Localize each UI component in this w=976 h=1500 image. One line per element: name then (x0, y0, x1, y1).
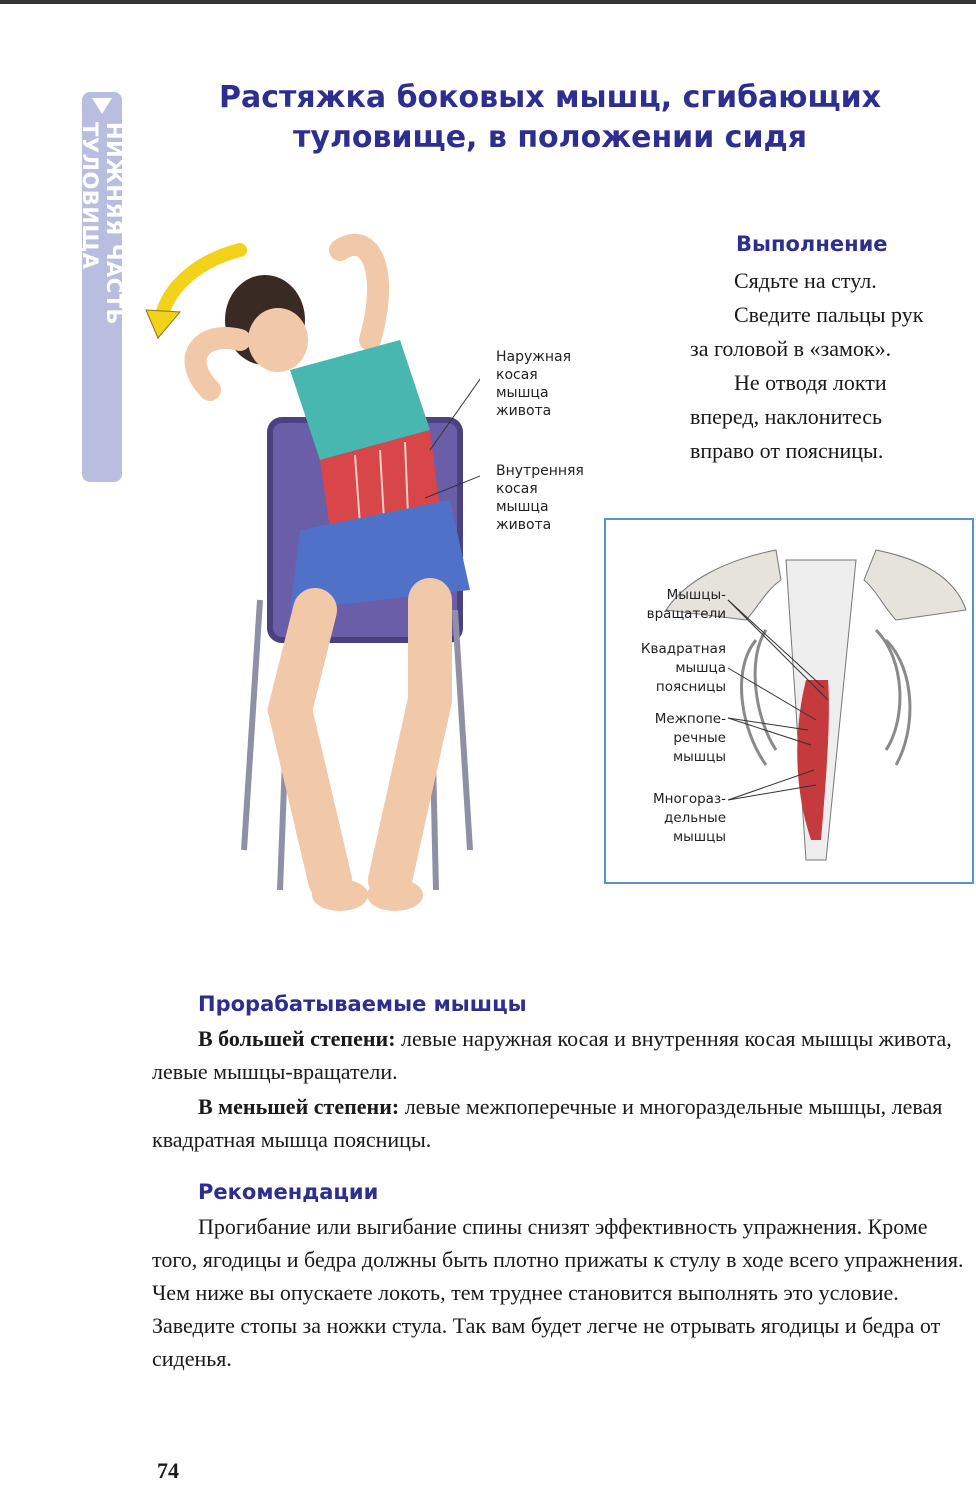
execution-line: Не отводя локти (734, 370, 887, 395)
callout-line: косая (496, 481, 538, 497)
callout-line: Наружная (496, 349, 572, 365)
callout-line: мышца (496, 385, 549, 401)
minor-text: левые межпоперечные и многораздельные мышцы, левая квадратная мышца поясницы. (152, 1094, 943, 1152)
title-line-1: Растяжка боковых мышц, сгибающих (219, 80, 881, 115)
callout-external-oblique (496, 348, 571, 420)
execution-line: Сведите пальцы рук (734, 302, 924, 327)
inset-label-line: дельные (663, 810, 726, 826)
callout-line: живота (496, 403, 552, 419)
callout-line: мышца (496, 499, 549, 515)
inset-label-line: речные (673, 730, 726, 746)
execution-line: вперед, наклонитесь (690, 404, 883, 429)
execution-line: Сядьте на стул. (734, 268, 877, 293)
minor-label: В меньшей степени: (198, 1094, 400, 1119)
callout-line: косая (496, 367, 538, 383)
inset-label-line: поясницы (655, 679, 726, 695)
inset-label-line: вращатели (646, 606, 726, 622)
label-quadratus (606, 640, 726, 697)
execution-line: за головой в «замок». (690, 336, 892, 361)
inset-label-line: Квадратная (640, 641, 726, 657)
triangle-down-icon (92, 98, 112, 114)
callout-line: Внутренняя (496, 463, 584, 479)
inset-label-line: мышцы (672, 829, 726, 845)
page-top-edge (0, 0, 976, 4)
execution-text (690, 264, 970, 468)
page-number: 74 (157, 1458, 179, 1483)
title-line-2: туловище, в положении сидя (293, 120, 807, 155)
callout-line: живота (496, 517, 552, 533)
muscles-major-paragraph (152, 1022, 970, 1088)
section-side-tab (78, 92, 126, 482)
recommendations-paragraph: Прогибание или выгибание спины снизят эффективность упражнения. Кроме того, ягодицы и бедра должны быть плотно прижаты к стулу в ходе всего упражнения. Чем ниже вы опускаете локоть, тем труднее становится выполнять это условие. Заведите стопы за ножки стула. Так вам будет легче не отрывать ягодицы и бедра от сиденья. (152, 1214, 964, 1371)
execution-line: вправо от поясницы. (690, 438, 884, 463)
execution-heading: Выполнение (736, 232, 888, 256)
side-tab-label: НИЖНЯЯ ЧАСТЬ ТУЛОВИЩА (78, 122, 126, 326)
page-title (160, 78, 940, 158)
muscles-heading: Прорабатываемые мышцы (198, 992, 527, 1016)
callout-internal-oblique (496, 462, 584, 534)
recommendations-heading: Рекомендации (198, 1180, 379, 1204)
seated-stretch-illustration (140, 230, 480, 930)
label-rotators (606, 586, 726, 624)
inset-label-line: мышца (675, 660, 726, 676)
major-label: В большей степени: (198, 1026, 396, 1051)
inset-label-line: мышцы (672, 749, 726, 765)
muscles-minor-paragraph (152, 1090, 970, 1156)
inset-label-line: Многораз- (653, 791, 726, 807)
back-muscles-inset (604, 518, 974, 884)
label-multifidus (606, 790, 726, 847)
label-intertransverse (606, 710, 726, 767)
inset-label-line: Мышцы- (666, 587, 726, 603)
major-text: левые наружная косая и внутренняя косая мышцы живота, левые мышцы-вращатели. (152, 1026, 952, 1084)
inset-label-line: Межпопе- (654, 711, 726, 727)
